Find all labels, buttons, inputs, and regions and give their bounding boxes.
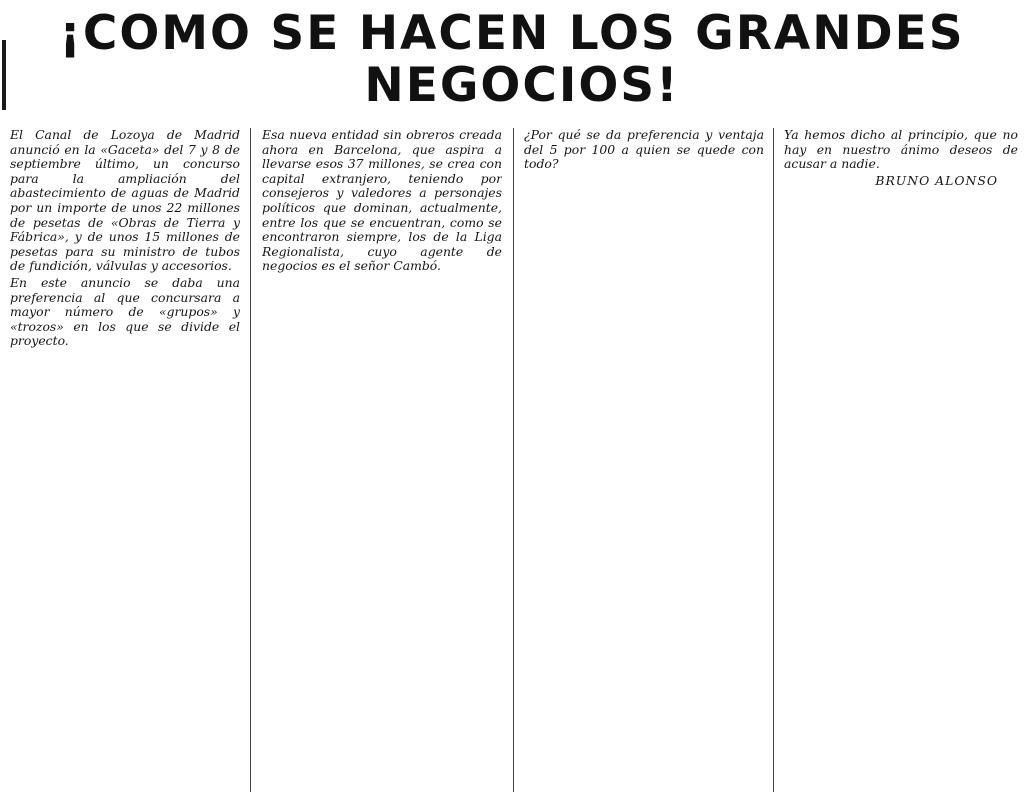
paragraph: Esa nueva entidad sin obreros creada ahora en Barcelona, que aspira a llevarse esos 37 millones, se crea con capital extranjero, teniendo por consejeros y valedores a personajes políticos que dominan, actualmente, entre los que se encuentran, como se encontraron siempre, los de la Liga Regionalista, cuyo agente de negocios es el señor Cambó. [262, 128, 502, 274]
column-2 [262, 128, 502, 792]
column-rule [250, 128, 251, 792]
paragraph: Ya hemos dicho al principio, que no hay en nuestro ánimo deseos de acusar a nadie. [784, 128, 1018, 172]
column-4 [784, 128, 1018, 792]
column-rule [513, 128, 514, 792]
headline-line-2: NEGOCIOS! [364, 58, 680, 113]
paragraph: El Canal de Lozoya de Madrid anunció en la «Gaceta» del 7 y 8 de septiembre último, un concurso para la ampliación del abastecimiento de aguas de Madrid por un importe de unos 22 millones de pesetas de «Obras de Tierra y Fábrica», y de unos 15 millones de pesetas para su ministro de tubos de fundición, válvulas y accesorios. [10, 128, 240, 274]
paragraph: En este anuncio se daba una preferencia al que concursara a mayor número de «grupos» y «trozos» en los que se divide el proyecto. [10, 274, 240, 349]
column-3 [524, 128, 764, 792]
author-signature: BRUNO ALONSO [875, 172, 998, 188]
column-1 [10, 128, 240, 792]
headline-line-1: ¡COMO SE HACEN LOS GRANDES [59, 6, 965, 61]
column-rule [773, 128, 774, 792]
paragraph: ¿Por qué se da preferencia y ventaja del 5 por 100 a quien se quede con todo? [524, 128, 764, 172]
headline [0, 0, 1024, 122]
